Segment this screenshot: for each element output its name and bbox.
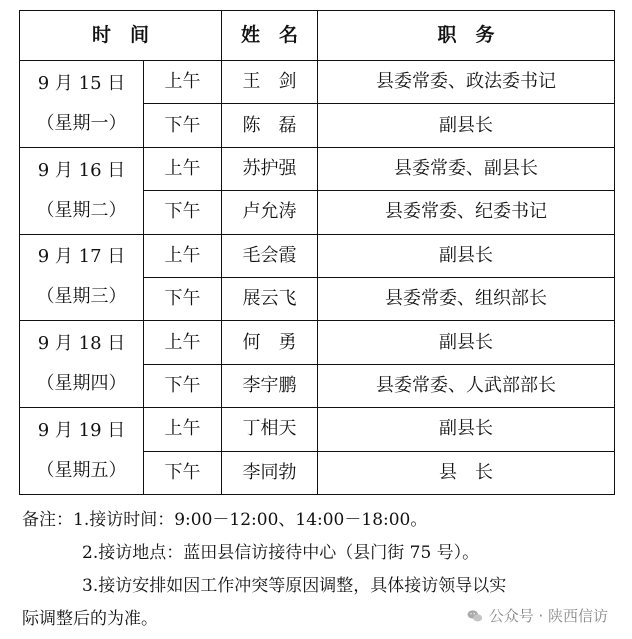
- period-cell: 上午: [144, 234, 222, 277]
- header-row: [20, 11, 615, 61]
- date-text: 9 月 19 日: [37, 420, 126, 442]
- table-row: [20, 147, 615, 190]
- header-title: 职 务: [318, 11, 615, 61]
- table-row: [20, 408, 615, 451]
- period-cell: 上午: [144, 321, 222, 364]
- note-line-3: 3.接访安排如因工作冲突等原因调整，具体接访领导以实: [82, 576, 507, 596]
- date-text: 9 月 17 日: [37, 246, 126, 268]
- note-line-1: 备注：1.接访时间：9:00－12:00、14:00－18:00。: [22, 510, 428, 530]
- table-row: [20, 234, 615, 277]
- period-cell: 上午: [144, 147, 222, 190]
- name-cell: 卢允涛: [222, 191, 318, 234]
- schedule-table: [19, 10, 615, 495]
- name-cell: 李宇鹏: [222, 364, 318, 407]
- period-cell: 下午: [144, 451, 222, 494]
- period-cell: 下午: [144, 104, 222, 147]
- date-text: 9 月 18 日: [37, 333, 126, 355]
- date-cell: [20, 61, 144, 148]
- date-cell: [20, 321, 144, 408]
- title-cell: 县委常委、政法委书记: [318, 61, 615, 104]
- period-cell: 下午: [144, 364, 222, 407]
- name-cell: 丁相天: [222, 408, 318, 451]
- name-cell: 展云飞: [222, 277, 318, 320]
- date-text: 9 月 15 日: [37, 72, 126, 94]
- period-cell: 上午: [144, 408, 222, 451]
- date-cell: [20, 234, 144, 321]
- name-cell: 王 剑: [222, 61, 318, 104]
- weekday-text: （星期一）: [36, 112, 127, 134]
- name-cell: 何 勇: [222, 321, 318, 364]
- title-cell: 副县长: [318, 104, 615, 147]
- name-cell: 毛会霞: [222, 234, 318, 277]
- watermark: [466, 605, 608, 626]
- table-row: [20, 321, 615, 364]
- table-row: [20, 61, 615, 104]
- note-line-2: 2.接访地点：蓝田县信访接待中心（县门街 75 号）。: [82, 543, 480, 563]
- period-cell: 下午: [144, 277, 222, 320]
- weekday-text: （星期五）: [36, 460, 127, 482]
- title-cell: 县 长: [318, 451, 615, 494]
- weekday-text: （星期四）: [36, 373, 127, 395]
- weekday-text: （星期三）: [36, 286, 127, 308]
- header-time: 时 间: [20, 11, 222, 61]
- schedule-body: [20, 61, 615, 495]
- date-text: 9 月 16 日: [37, 159, 126, 181]
- date-cell: [20, 147, 144, 234]
- name-cell: 李同勃: [222, 451, 318, 494]
- title-cell: 县委常委、人武部部长: [318, 364, 615, 407]
- header-name: 姓 名: [222, 11, 318, 61]
- title-cell: 县委常委、组织部长: [318, 277, 615, 320]
- period-cell: 上午: [144, 61, 222, 104]
- watermark-text: 公众号 · 陕西信访: [488, 607, 608, 625]
- date-cell: [20, 408, 144, 495]
- title-cell: 副县长: [318, 234, 615, 277]
- title-cell: 副县长: [318, 408, 615, 451]
- title-cell: 副县长: [318, 321, 615, 364]
- name-cell: 苏护强: [222, 147, 318, 190]
- note-line-4: 际调整后的为准。: [22, 609, 158, 629]
- title-cell: 县委常委、纪委书记: [318, 191, 615, 234]
- period-cell: 下午: [144, 191, 222, 234]
- weekday-text: （星期二）: [36, 199, 127, 221]
- title-cell: 县委常委、副县长: [318, 147, 615, 190]
- name-cell: 陈 磊: [222, 104, 318, 147]
- wechat-icon: [466, 607, 484, 625]
